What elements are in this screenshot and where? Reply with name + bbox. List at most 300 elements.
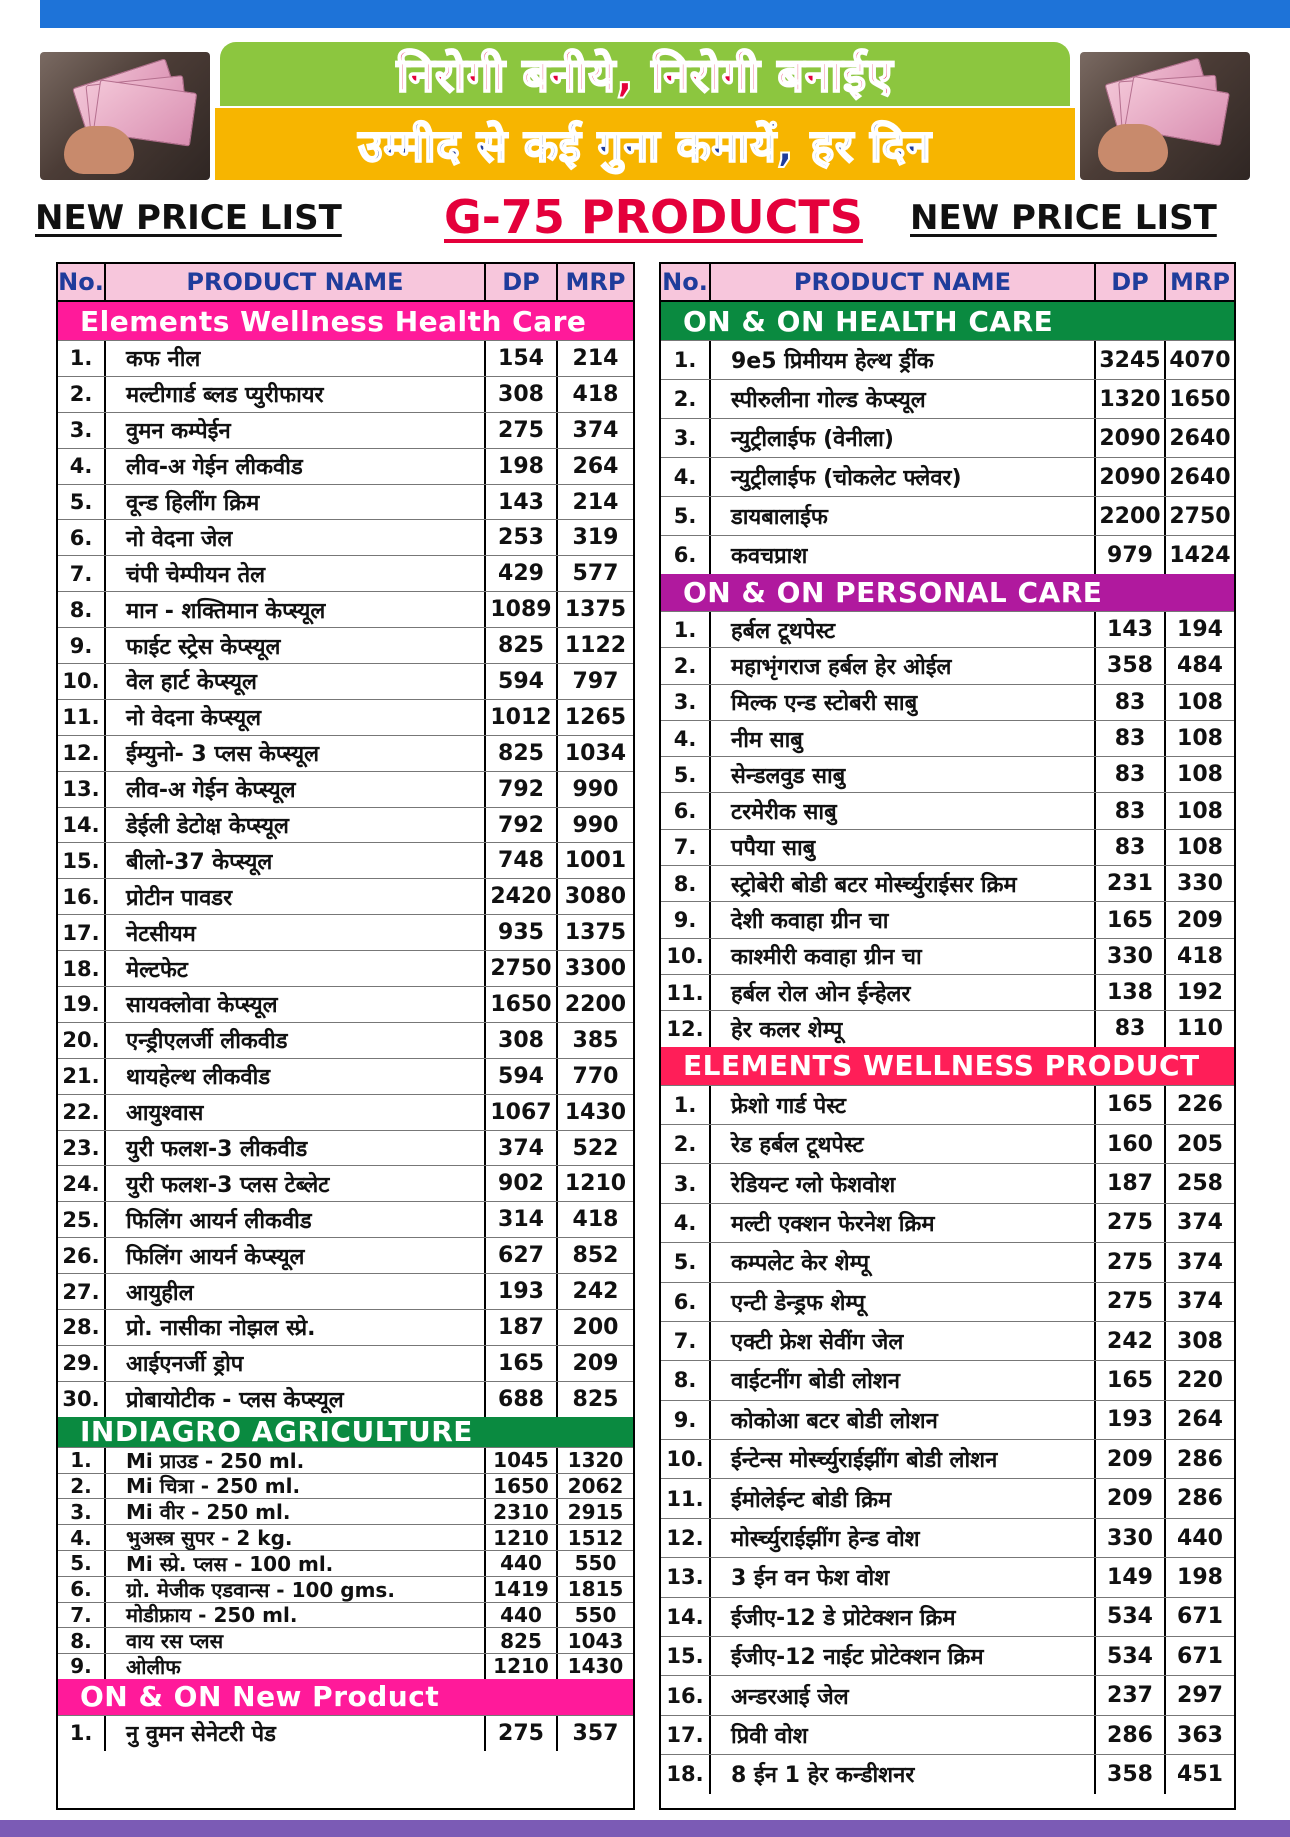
row-number: 18. (661, 1755, 711, 1793)
mrp-price: 418 (572, 381, 619, 407)
row-number: 2. (58, 377, 106, 412)
row-number: 3. (58, 1499, 106, 1524)
table-row (58, 376, 633, 412)
row-number: 3. (58, 413, 106, 448)
mrp-price: 242 (572, 1279, 619, 1305)
table-row (58, 1201, 633, 1237)
dp-price: 165 (1096, 902, 1166, 937)
mrp-price: 671 (1177, 1643, 1223, 1669)
product-name: भुअस्त्र सुपर - 2 kg. (106, 1525, 486, 1550)
section-title-indiagro-agriculture: INDIAGRO AGRICULTURE (58, 1417, 633, 1447)
new-price-list-left: NEW PRICE LIST (35, 198, 342, 238)
product-name: 9e5 प्रिमीयम हेल्थ ड्रींक (711, 341, 1096, 379)
table-row (661, 1754, 1234, 1793)
dp-price: 187 (1096, 1164, 1166, 1202)
product-name: चंपी चेम्पीयन तेल (106, 556, 486, 591)
row-number: 9. (661, 1401, 711, 1439)
row-number: 3. (661, 1164, 711, 1202)
mrp-price: 363 (1177, 1722, 1223, 1748)
product-name: मोर्स्च्युराईझींग हेन्ड वोश (711, 1519, 1096, 1557)
mrp-price: 1375 (564, 597, 627, 623)
row-number: 6. (661, 793, 711, 828)
dp-price: 358 (1096, 648, 1166, 683)
product-name: नो वेदना जेल (106, 520, 486, 555)
dp-price: 83 (1096, 721, 1166, 756)
dp-price: 209 (1096, 1440, 1166, 1478)
section-title-on-on-new-product: ON & ON New Product (58, 1679, 633, 1715)
dp-price: 594 (486, 664, 558, 699)
dp-price: 330 (1096, 1519, 1166, 1557)
row-number: 20. (58, 1023, 106, 1058)
mrp-price: 484 (1177, 653, 1223, 679)
row-number: 19. (58, 987, 106, 1022)
page-title: G-75 PRODUCTS (444, 190, 863, 244)
mrp-price: 2640 (1169, 464, 1231, 490)
product-name: फ्रेशो गार्ड पेस्ट (711, 1086, 1096, 1124)
mrp-price: 374 (572, 417, 619, 443)
row-number: 9. (58, 628, 106, 663)
mrp-price: 220 (1177, 1367, 1223, 1393)
dp-price: 1210 (486, 1525, 558, 1550)
dp-price: 198 (486, 449, 558, 484)
mrp-price: 286 (1177, 1446, 1223, 1472)
table-row (58, 1130, 633, 1166)
section-title-elements-wellness-health-care: Elements Wellness Health Care (58, 302, 633, 340)
product-name: लीव-अ गेईन केप्स्यूल (106, 772, 486, 807)
product-name: प्रो. नासीका नोझल स्प्रे. (106, 1310, 486, 1345)
header-no: No. (661, 264, 711, 300)
dp-price: 83 (1096, 685, 1166, 720)
product-name: 3 ईन वन फेश वोश (711, 1558, 1096, 1596)
row-number: 1. (58, 1716, 106, 1751)
dp-price: 534 (1096, 1637, 1166, 1675)
table-row (661, 829, 1234, 865)
product-name: Mi चित्रा - 250 ml. (106, 1474, 486, 1499)
row-number: 17. (661, 1716, 711, 1754)
product-name: टरमेरीक साबु (711, 793, 1096, 828)
table-row (58, 1094, 633, 1130)
table-row (661, 1124, 1234, 1163)
table-row (58, 1381, 633, 1417)
product-name: हर्बल टूथपेस्ट (711, 612, 1096, 647)
mrp-price: 1320 (567, 1448, 624, 1473)
product-name: Mi वीर - 250 ml. (106, 1499, 486, 1524)
table-row (58, 1273, 633, 1309)
table-row (661, 1010, 1234, 1046)
product-name: वाईटनींग बोडी लोशन (711, 1361, 1096, 1399)
table-row (58, 1576, 633, 1602)
product-name: एन्ड्रीएलर्जी लीकवीड (106, 1023, 486, 1058)
mrp-price: 108 (1177, 726, 1223, 752)
row-number: 23. (58, 1131, 106, 1166)
mrp-price: 440 (1177, 1525, 1223, 1551)
product-name: डेईली डेटोक्ष केप्स्यूल (106, 808, 486, 843)
table-row (661, 1321, 1234, 1360)
dp-price: 627 (486, 1238, 558, 1273)
product-name: युरी फलश-3 प्लस टेब्लेट (106, 1166, 486, 1201)
dp-price: 935 (486, 915, 558, 950)
product-name: ईजीए-12 डे प्रोटेक्शन क्रिम (711, 1598, 1096, 1636)
mrp-price: 374 (1177, 1289, 1223, 1315)
product-name: महाभृंगराज हर्बल हेर ओईल (711, 648, 1096, 683)
mrp-price: 418 (1177, 943, 1223, 969)
header-dp: DP (486, 264, 558, 300)
table-row (58, 448, 633, 484)
product-name: एन्टी डेन्ड्रफ शेम्पू (711, 1283, 1096, 1321)
row-number: 26. (58, 1238, 106, 1273)
bottom-stripe (0, 1820, 1290, 1837)
table-row (661, 1242, 1234, 1281)
mrp-price: 194 (1177, 617, 1223, 643)
table-row (661, 1715, 1234, 1754)
dp-price: 143 (1096, 612, 1166, 647)
table-row (58, 1627, 633, 1653)
row-number: 5. (58, 485, 106, 520)
new-price-list-right: NEW PRICE LIST (910, 198, 1217, 238)
row-number: 1. (58, 1448, 106, 1473)
product-name: वेल हार्ट केप्स्यूल (106, 664, 486, 699)
dp-price: 792 (486, 772, 558, 807)
product-name: एक्टी फ्रेश सेवींग जेल (711, 1322, 1096, 1360)
product-name: रेड हर्बल टूथपेस्ट (711, 1125, 1096, 1163)
table-header (58, 264, 633, 302)
mrp-price: 522 (572, 1135, 619, 1161)
row-number: 3. (661, 419, 711, 457)
table-row (661, 1085, 1234, 1124)
mrp-price: 200 (572, 1314, 619, 1340)
row-number: 22. (58, 1095, 106, 1130)
product-name: ईजीए-12 नाईट प्रोटेक्शन क्रिम (711, 1637, 1096, 1675)
dp-price: 149 (1096, 1558, 1166, 1596)
table-row (661, 1597, 1234, 1636)
mrp-price: 192 (1177, 980, 1223, 1006)
row-number: 24. (58, 1166, 106, 1201)
product-name: ग्रो. मेजीक एडवान्स - 100 gms. (106, 1577, 486, 1602)
dp-price: 165 (486, 1346, 558, 1381)
right-price-table (659, 262, 1236, 1810)
product-name: न्युट्रीलाईफ (चोकलेट फ्लेवर) (711, 458, 1096, 496)
mrp-price: 108 (1177, 798, 1223, 824)
row-number: 3. (661, 685, 711, 720)
mrp-price: 1034 (564, 740, 627, 766)
dp-price: 165 (1096, 1086, 1166, 1124)
dp-price: 308 (486, 1023, 558, 1058)
mrp-price: 2200 (564, 991, 627, 1017)
row-number: 5. (661, 497, 711, 535)
dp-price: 534 (1096, 1598, 1166, 1636)
mrp-price: 198 (1177, 1564, 1223, 1590)
row-number: 17. (58, 915, 106, 950)
product-name: प्रिवी वोश (711, 1716, 1096, 1754)
row-number: 13. (58, 772, 106, 807)
mrp-price: 319 (572, 525, 619, 551)
mrp-price: 330 (1177, 871, 1223, 897)
product-name: ईमोलेईन्ट बोडी क्रिम (711, 1479, 1096, 1517)
table-row (58, 986, 633, 1022)
product-name: ईम्युनो- 3 प्लस केप्स्यूल (106, 736, 486, 771)
table-row (58, 340, 633, 376)
row-number: 7. (58, 1603, 106, 1628)
dp-price: 209 (1096, 1479, 1166, 1517)
row-number: 13. (661, 1558, 711, 1596)
product-name: रेडियन्ट ग्लो फेशवोश (711, 1164, 1096, 1202)
table-row (58, 771, 633, 807)
mrp-price: 214 (572, 345, 619, 371)
product-name: मल्टीगार्ड ब्लड प्युरीफायर (106, 377, 486, 412)
row-number: 7. (661, 1322, 711, 1360)
table-row (58, 519, 633, 555)
header-no: No. (58, 264, 106, 300)
table-row (58, 1715, 633, 1751)
section-title-on-on-health-care: ON & ON HEALTH CARE (661, 302, 1234, 340)
table-row (58, 842, 633, 878)
dp-price: 1650 (486, 1474, 558, 1499)
dp-price: 825 (486, 736, 558, 771)
row-number: 4. (58, 449, 106, 484)
product-name: डायबालाईफ (711, 497, 1096, 535)
dp-price: 330 (1096, 939, 1166, 974)
mrp-price: 1815 (567, 1577, 624, 1602)
dp-price: 2090 (1096, 458, 1166, 496)
row-number: 16. (661, 1676, 711, 1714)
table-row (58, 735, 633, 771)
row-number: 27. (58, 1274, 106, 1309)
dp-price: 1650 (486, 987, 558, 1022)
mrp-price: 264 (1177, 1407, 1223, 1433)
mrp-price: 385 (572, 1027, 619, 1053)
table-row (58, 1165, 633, 1201)
dp-price: 1210 (486, 1654, 558, 1679)
dp-price: 825 (486, 628, 558, 663)
product-name: न्युट्रीलाईफ (वेनीला) (711, 419, 1096, 457)
table-row (661, 1636, 1234, 1675)
mrp-price: 1430 (567, 1654, 624, 1679)
row-number: 4. (661, 1204, 711, 1242)
dp-price: 1419 (486, 1577, 558, 1602)
dp-price: 275 (486, 1716, 558, 1751)
product-name: मान - शक्तिमान केप्स्यूल (106, 592, 486, 627)
banner-subheadline: उम्मीद से कई गुना कमायें, हर दिन (215, 108, 1075, 180)
dp-price: 1320 (1096, 380, 1166, 418)
product-name: कफ नील (106, 341, 486, 376)
dp-price: 160 (1096, 1125, 1166, 1163)
dp-price: 429 (486, 556, 558, 591)
mrp-price: 1210 (564, 1171, 627, 1197)
mrp-price: 671 (1177, 1604, 1223, 1630)
table-row (58, 914, 633, 950)
row-number: 2. (661, 648, 711, 683)
dp-price: 143 (486, 485, 558, 520)
table-row (661, 379, 1234, 418)
row-number: 7. (661, 830, 711, 865)
table-row (661, 720, 1234, 756)
row-number: 10. (661, 939, 711, 974)
product-name: आईएनर्जी ड्रोप (106, 1346, 486, 1381)
product-name: स्पीरुलीना गोल्ड केप्स्यूल (711, 380, 1096, 418)
mrp-price: 2062 (567, 1473, 624, 1498)
table-row (661, 496, 1234, 535)
table-row (661, 1439, 1234, 1478)
product-name: फिलिंग आयर्न लीकवीड (106, 1202, 486, 1237)
row-number: 6. (58, 1577, 106, 1602)
mrp-price: 1043 (567, 1628, 624, 1653)
row-number: 8. (661, 866, 711, 901)
table-row (661, 1203, 1234, 1242)
product-name: लीव-अ गेईन लीकवीड (106, 449, 486, 484)
mrp-price: 2915 (567, 1499, 624, 1524)
mrp-price: 110 (1177, 1016, 1223, 1042)
table-row (58, 1550, 633, 1576)
product-name: 8 ईन 1 हेर कन्डीशनर (711, 1755, 1096, 1793)
header-mrp: MRP (1170, 268, 1230, 296)
dp-price: 187 (486, 1310, 558, 1345)
mrp-price: 1424 (1169, 542, 1231, 568)
table-row (58, 950, 633, 986)
mrp-price: 297 (1177, 1683, 1223, 1709)
table-row (661, 792, 1234, 828)
mrp-price: 214 (572, 489, 619, 515)
mrp-price: 258 (1177, 1171, 1223, 1197)
mrp-price: 308 (1177, 1328, 1223, 1354)
dp-price: 231 (1096, 866, 1166, 901)
dp-price: 902 (486, 1166, 558, 1201)
dp-price: 275 (486, 413, 558, 448)
dp-price: 286 (1096, 1716, 1166, 1754)
table-row (58, 484, 633, 520)
mrp-price: 264 (572, 453, 619, 479)
dp-price: 1012 (486, 700, 558, 735)
mrp-price: 209 (1177, 907, 1223, 933)
row-number: 21. (58, 1059, 106, 1094)
row-number: 4. (661, 458, 711, 496)
row-number: 9. (58, 1654, 106, 1679)
table-row (58, 1309, 633, 1345)
product-name: हर्बल रोल ओन ईन्हेलर (711, 975, 1096, 1010)
mrp-price: 990 (572, 812, 619, 838)
product-name: नेटसीयम (106, 915, 486, 950)
dp-price: 83 (1096, 793, 1166, 828)
row-number: 14. (661, 1598, 711, 1636)
row-number: 11. (661, 975, 711, 1010)
table-row (661, 865, 1234, 901)
mrp-price: 1122 (564, 633, 627, 659)
row-number: 8. (661, 1361, 711, 1399)
dp-price: 2090 (1096, 419, 1166, 457)
row-number: 10. (661, 1440, 711, 1478)
table-row (661, 756, 1234, 792)
table-row (58, 627, 633, 663)
dp-price: 154 (486, 341, 558, 376)
product-name: मोडीफ्राय - 250 ml. (106, 1603, 486, 1628)
row-number: 7. (58, 556, 106, 591)
table-row (58, 1345, 633, 1381)
dp-price: 165 (1096, 1361, 1166, 1399)
product-name: बीलो-37 केप्स्यूल (106, 843, 486, 878)
row-number: 12. (58, 736, 106, 771)
mrp-price: 226 (1177, 1092, 1223, 1118)
mrp-price: 3300 (564, 956, 627, 982)
mrp-price: 205 (1177, 1131, 1223, 1157)
table-row (58, 1237, 633, 1273)
product-name: वुमन कम्पेईन (106, 413, 486, 448)
table-row (58, 663, 633, 699)
table-row (58, 699, 633, 735)
dp-price: 1067 (486, 1095, 558, 1130)
header-product-name: PRODUCT NAME (106, 264, 486, 300)
product-name: फिलिंग आयर्न केप्स्यूल (106, 1238, 486, 1273)
mrp-price: 797 (572, 668, 619, 694)
table-row (661, 611, 1234, 647)
row-number: 15. (58, 843, 106, 878)
row-number: 11. (58, 700, 106, 735)
top-stripe (0, 0, 1290, 28)
header-product-name: PRODUCT NAME (711, 264, 1096, 300)
table-row (661, 1360, 1234, 1399)
row-number: 2. (58, 1474, 106, 1499)
mrp-price: 4070 (1169, 347, 1231, 373)
mrp-price: 825 (572, 1386, 619, 1412)
product-name: प्रोटीन पावडर (106, 879, 486, 914)
dp-price: 748 (486, 843, 558, 878)
table-row (661, 340, 1234, 379)
table-row (58, 555, 633, 591)
row-number: 6. (661, 1283, 711, 1321)
product-name: ईन्टेन्स मोर्स्च्युराईझींग बोडी लोशन (711, 1440, 1096, 1478)
mrp-price: 108 (1177, 834, 1223, 860)
row-number: 14. (58, 808, 106, 843)
dp-price: 440 (486, 1603, 558, 1628)
dp-price: 83 (1096, 830, 1166, 865)
dp-price: 2750 (486, 951, 558, 986)
dp-price: 979 (1096, 536, 1166, 574)
row-number: 1. (661, 1086, 711, 1124)
dp-price: 792 (486, 808, 558, 843)
table-header (661, 264, 1234, 302)
product-name: मल्टी एक्शन फेरनेश क्रिम (711, 1204, 1096, 1242)
table-row (58, 1022, 633, 1058)
product-name: काश्मीरी कवाहा ग्रीन चा (711, 939, 1096, 974)
dp-price: 138 (1096, 975, 1166, 1010)
product-name: वून्ड हिलींग क्रिम (106, 485, 486, 520)
table-row (58, 1653, 633, 1679)
section-title-on-on-personal-care: ON & ON PERSONAL CARE (661, 574, 1234, 611)
table-row (661, 901, 1234, 937)
table-row (661, 1557, 1234, 1596)
dp-price: 688 (486, 1382, 558, 1417)
dp-price: 275 (1096, 1204, 1166, 1242)
row-number: 28. (58, 1310, 106, 1345)
row-number: 6. (58, 520, 106, 555)
mrp-price: 286 (1177, 1486, 1223, 1512)
product-name: नो वेदना केप्स्यूल (106, 700, 486, 735)
dp-price: 308 (486, 377, 558, 412)
table-row (661, 1518, 1234, 1557)
dp-price: 2420 (486, 879, 558, 914)
dp-price: 83 (1096, 757, 1166, 792)
table-row (661, 1478, 1234, 1517)
product-name: नु वुमन सेनेटरी पेड (106, 1716, 486, 1751)
product-name: आयुश्वास (106, 1095, 486, 1130)
dp-price: 825 (486, 1628, 558, 1653)
product-name: Mi प्राउड - 250 ml. (106, 1448, 486, 1473)
product-name: प्रोबायोटीक - प्लस केप्स्यूल (106, 1382, 486, 1417)
mrp-price: 1650 (1169, 386, 1231, 412)
product-name: कोकोआ बटर बोडी लोशन (711, 1401, 1096, 1439)
dp-price: 1045 (486, 1448, 558, 1473)
dp-price: 314 (486, 1202, 558, 1237)
table-row (58, 1602, 633, 1628)
product-name: Mi स्प्रे. प्लस - 100 ml. (106, 1551, 486, 1576)
